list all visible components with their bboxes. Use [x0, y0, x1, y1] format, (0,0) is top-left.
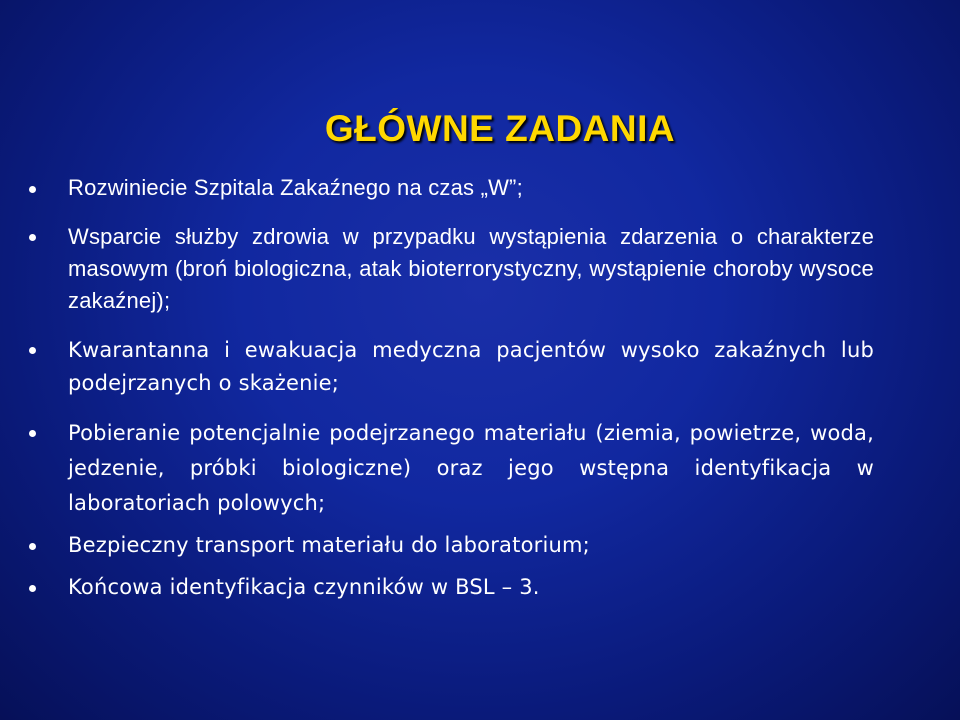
bullet-dot-icon	[29, 430, 36, 437]
bullet-dot-icon	[29, 234, 36, 241]
bullet-text: Końcowa identyfikacja czynników w BSL – 3.	[68, 575, 540, 599]
bullet-text: Bezpieczny transport materiału do laboratorium;	[68, 533, 590, 557]
bullet-dot-icon	[29, 543, 36, 550]
bullet-dot-icon	[29, 585, 36, 592]
bullet-text: Rozwiniecie Szpitala Zakaźnego na czas „W”;	[68, 175, 523, 200]
bullet-text: Pobieranie potencjalnie podejrzanego materiału (ziemia, powietrze, woda, jedzenie, próbki biologiczne) oraz jego wstępna identyfikacja w laboratoriach polowych;	[68, 421, 874, 515]
bullet-text: Wsparcie służby zdrowia w przypadku wystąpienia zdarzenia o charakterze masowym (broń biologiczna, atak bioterrorystyczny, wystąpienie choroby wysoce zakaźnej);	[68, 224, 874, 313]
bullet-text: Kwarantanna i ewakuacja medyczna pacjentów wysoko zakaźnych lub podejrzanych o skażenie;	[68, 338, 874, 395]
bullet-dot-icon	[29, 347, 36, 354]
bullet-dot-icon	[29, 186, 36, 193]
slide-title: GŁÓWNE ZADANIA	[324, 108, 676, 149]
